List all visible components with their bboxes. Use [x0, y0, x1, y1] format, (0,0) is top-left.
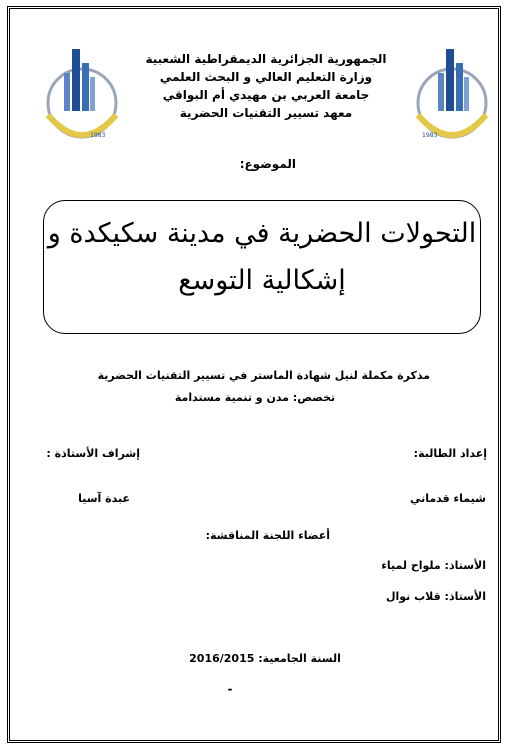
subject-label: الموضوع: [239, 157, 296, 171]
logo-year-right: 1983 [422, 132, 438, 139]
prepared-label: إعداد الطالبة: [413, 447, 487, 460]
memo-line-2: تخصص: مدن و تنمية مستدامة [174, 391, 336, 404]
committee-label: أعضاء اللجنة المناقشة: [205, 529, 330, 542]
academic-year: السنة الجامعية: 2016/2015 [189, 652, 341, 665]
logo-year-left: 1983 [90, 132, 106, 139]
title-line-1: التحولات الحضرية في مدينة سكيكدة و [47, 218, 477, 249]
university-logo-left [42, 45, 122, 150]
header-line-3: جامعة العربي بن مهيدي أم البواقي [162, 88, 370, 102]
university-logo-right [412, 45, 492, 150]
committee-member-1: الأستاذ: ملواح لمياء [381, 559, 486, 572]
supervision-label: إشراف الأستاذة : [46, 447, 140, 460]
memo-line-1: مذكرة مكملة لنيل شهادة الماستر في تسيير التقنيات الحضرية [97, 369, 430, 382]
student-name: شيماء قدماني [409, 492, 486, 505]
header-line-4: معهد تسيير التقنيات الحضرية [179, 106, 353, 120]
header-line-2: وزارة التعليم العالي و البحث العلمي [159, 70, 373, 84]
title-box [43, 200, 481, 334]
title-line-2: إشكالية التوسع [178, 265, 346, 296]
trailing-dash: - [227, 682, 233, 696]
committee-member-2: الأستاذ: قلاب نوال [385, 590, 486, 603]
header-line-1: الجمهورية الجزائرية الديمقراطية الشعبية [145, 52, 387, 66]
supervisor-name: عبدة آسيا [78, 492, 130, 505]
